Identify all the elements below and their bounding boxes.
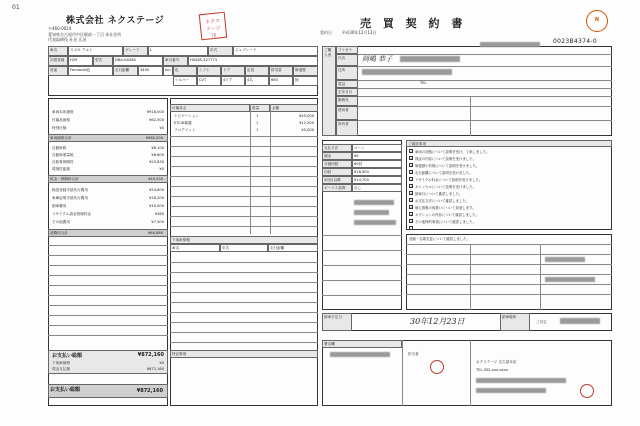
condition-text: オプションの内容について確認しました。 xyxy=(415,213,480,217)
condition-checkbox[interactable]: ✓ xyxy=(410,212,414,217)
value-chassis: HA36S-327773 xyxy=(188,56,318,66)
label-grade: グレード xyxy=(123,46,148,56)
divider xyxy=(358,54,612,55)
value-model: DBA-HA36S xyxy=(113,56,163,66)
fee-value: ¥10,000 xyxy=(149,204,164,208)
value-bonus: なし xyxy=(352,184,402,192)
divider xyxy=(170,146,318,147)
tax-subtotal-row: 税金・保険料合計 ¥40,530 xyxy=(48,175,168,183)
divider xyxy=(358,66,612,67)
address-line: 代表取締役 社長 広田 xyxy=(48,37,87,42)
divider xyxy=(170,272,318,273)
fee-value: ¥380 xyxy=(154,212,164,216)
divider xyxy=(170,136,318,137)
label-down-payment: 頭金 xyxy=(322,152,352,160)
redacted-text xyxy=(362,69,452,75)
condition-text: 保証の内容について説明を受けました。 xyxy=(415,157,476,161)
divider xyxy=(322,235,402,236)
value-delivery-place: ご自宅 xyxy=(536,320,547,324)
condition-checkbox[interactable]: ✓ xyxy=(410,163,414,168)
label-door: ドア xyxy=(221,66,245,76)
redacted-text xyxy=(354,200,394,205)
divider xyxy=(170,206,318,207)
divider xyxy=(170,342,318,343)
address-line: 愛知県名古屋市中区駅前一丁目 本社住所 xyxy=(48,31,122,37)
condition-text: 修復歴の有無について説明を受けました。 xyxy=(415,164,480,168)
divider xyxy=(48,245,168,246)
divider xyxy=(48,255,168,256)
label-address: 住所 xyxy=(336,66,358,80)
condition-text: 車両の状態について説明を受け、了承しました。 xyxy=(415,150,490,154)
remarks-header: 特記事項 xyxy=(170,350,318,358)
divider xyxy=(48,305,168,306)
col-divider xyxy=(402,340,403,406)
contract-date: 契約日 平成30年12月13日 xyxy=(320,30,377,35)
redacted-text xyxy=(400,56,460,62)
label-year: 年式 xyxy=(208,46,233,56)
price-subtotal-row: 車両価格合計 ¥980,500 xyxy=(48,134,168,142)
redacted-text xyxy=(480,42,540,47)
label-furigana: フリガナ xyxy=(336,46,358,54)
tradein-value: ¥0 xyxy=(159,361,164,365)
condition-checkbox[interactable]: ✓ xyxy=(410,191,414,196)
label-model: 型式 xyxy=(93,56,113,66)
col-divider xyxy=(470,244,471,310)
divider xyxy=(358,80,612,81)
price-label: 付属品価格 xyxy=(52,118,70,122)
value-monthly: ¥14,700 xyxy=(352,176,402,184)
divider xyxy=(48,275,168,276)
redacted-text xyxy=(560,318,600,324)
divider xyxy=(358,88,612,89)
redacted-text xyxy=(354,220,396,225)
label-first-payment: 初回 xyxy=(322,168,352,176)
divider xyxy=(48,295,168,296)
condition-checkbox[interactable]: ✓ xyxy=(410,184,414,189)
condition-text: お支払方法について確認しました。 xyxy=(415,199,470,203)
label-delivery-place: 納車場所 xyxy=(500,313,530,331)
label-user: 使用者 xyxy=(336,106,358,120)
price-label: 車両本体価格 xyxy=(52,110,74,114)
label-birthdate: 生年月日 xyxy=(336,88,358,96)
label-mileage: 走行距離 xyxy=(113,66,138,76)
value-capacity: 4名 xyxy=(245,76,269,86)
label-displacement: 排気量 xyxy=(269,66,293,76)
address-line: 〒460-0024 xyxy=(48,26,72,31)
option-name: ETC車載器 xyxy=(174,121,192,125)
brand-logo: N xyxy=(586,10,608,32)
store-tel: TEL 052-xxx-xxxx xyxy=(476,368,508,372)
condition-checkbox[interactable]: ✓ xyxy=(410,156,414,161)
value-first-payment: ¥18,900 xyxy=(352,168,402,176)
label-name: 氏名 xyxy=(336,54,358,66)
condition-text: その他特約事項について確認しました。 xyxy=(415,220,476,224)
divider xyxy=(358,120,612,121)
option-name: ナビゲーション xyxy=(174,114,200,118)
divider xyxy=(322,280,402,281)
divider xyxy=(358,106,612,107)
final-total-box: お支払い総額 ¥872,160 xyxy=(48,384,168,398)
price-value: ¥62,500 xyxy=(149,118,164,122)
col-divider xyxy=(270,104,271,234)
divider xyxy=(170,262,318,263)
tradein-section-header: 下取車情報 xyxy=(170,236,318,244)
divider xyxy=(406,274,612,275)
rep-stamp xyxy=(430,360,444,374)
condition-checkbox[interactable]: ✓ xyxy=(410,149,414,154)
tax-label: 自賠責保険料 xyxy=(52,160,74,164)
value-door: 4ドア xyxy=(221,76,245,86)
store-name: ネクステージ 名古屋本店 xyxy=(476,360,517,364)
divider xyxy=(406,264,612,265)
label-shift: シフト xyxy=(197,66,221,76)
divider xyxy=(48,325,168,326)
registration-frame xyxy=(406,234,612,310)
divider xyxy=(406,284,612,285)
cash-label: 現金支払額 xyxy=(52,367,70,371)
option-qty: 1 xyxy=(256,128,259,132)
redacted-text xyxy=(545,257,585,262)
condition-checkbox[interactable]: ✓ xyxy=(410,177,414,182)
tradein-label: 下取車価格 xyxy=(52,361,70,365)
buyer-name-handwritten: 岡嶋 恭子 xyxy=(362,55,393,63)
divider xyxy=(170,186,318,187)
fee-label: その他費用 xyxy=(52,220,70,224)
label-bonus: ボーナス加算 xyxy=(322,184,352,192)
divider xyxy=(170,216,318,217)
tel-label: TEL xyxy=(420,81,427,85)
tradein-car-label: 車名 xyxy=(170,244,220,252)
tax-value: ¥6,600 xyxy=(151,153,164,157)
value-mileage: 3490 xyxy=(138,66,163,76)
fee-value: ¥18,200 xyxy=(149,196,164,200)
serial-number: 0023B4374-0 xyxy=(553,38,597,45)
page-number: 01 xyxy=(12,4,20,11)
option-amount: ¥12,500 xyxy=(299,121,314,125)
divider xyxy=(170,166,318,167)
divider xyxy=(48,285,168,286)
options-header-name: 付属品名 xyxy=(170,104,250,112)
value-displacement: 660 xyxy=(269,76,293,86)
condition-text: キャンセルについて説明を受けました。 xyxy=(415,185,476,189)
value-color: シルバー xyxy=(173,76,197,86)
divider xyxy=(358,96,612,97)
total-label: お支払い総額 xyxy=(52,353,83,359)
divider xyxy=(170,332,318,333)
value-mileage-unit: km xyxy=(163,66,173,76)
label-payment-method: 支払方法 xyxy=(322,144,352,152)
option-name: フロアマット xyxy=(174,128,196,132)
divider xyxy=(170,292,318,293)
divider xyxy=(170,176,318,177)
redacted-text xyxy=(476,388,546,393)
buyer-section-label: ご購入者 xyxy=(322,46,336,136)
conditions-title: ご確認事項 xyxy=(406,140,612,147)
condition-text: 登録・名義変更について確認しました。 xyxy=(409,237,470,241)
fee-label: 検査登録手続代行費用 xyxy=(52,188,88,192)
option-amount: ¥5,000 xyxy=(301,128,314,132)
value-payment-method: ローン xyxy=(352,144,402,152)
condition-text: リサイクル料金について説明を受けました。 xyxy=(415,178,483,182)
tax-label: 自動車税 xyxy=(52,146,67,150)
fee-label: 納車費用 xyxy=(52,204,67,208)
company-address xyxy=(48,26,188,43)
sales-rep-label: 担当者 xyxy=(408,352,419,356)
value-first-reg: H29 xyxy=(68,56,93,66)
label-phone: 電話 xyxy=(336,80,358,88)
value-shift: CVT xyxy=(197,76,221,86)
condition-checkbox[interactable]: ✓ xyxy=(410,198,414,203)
document-title: 売 買 契 約 書 xyxy=(360,17,467,30)
tax-value: ¥0 xyxy=(159,167,164,171)
redacted-text xyxy=(545,277,595,282)
tax-label: 自動車重量税 xyxy=(52,153,74,157)
price-value: ¥918,000 xyxy=(146,110,164,114)
value-grade: L xyxy=(148,46,208,56)
signature-label: 署名欄 xyxy=(322,340,402,348)
value-repair: 無 xyxy=(293,76,318,86)
option-amount: ¥45,000 xyxy=(299,114,314,118)
redacted-text xyxy=(354,210,389,215)
option-qty: 1 xyxy=(256,114,259,118)
divider xyxy=(170,226,318,227)
bottom-frame xyxy=(322,340,612,406)
delivery-date-handwritten: 30年12月23日 xyxy=(410,317,465,326)
col-divider xyxy=(470,340,471,406)
condition-checkbox[interactable] xyxy=(409,226,413,230)
condition-checkbox[interactable]: ✓ xyxy=(410,219,414,224)
option-qty: 1 xyxy=(256,121,259,125)
options-header-qty: 数量 xyxy=(250,104,270,112)
tax-label: 環境性能割 xyxy=(52,167,70,171)
cash-value: ¥872,160 xyxy=(146,367,164,371)
tradein-mileage-label: 走行距離 xyxy=(268,244,318,252)
fee-label: リサイクル資金管理料金 xyxy=(52,212,92,216)
divider xyxy=(322,250,402,251)
fee-subtotal-row: 諸費用合計 ¥60,880 xyxy=(48,229,168,237)
condition-text: 納車日について確認しました。 xyxy=(415,192,463,196)
label-car-name: 車名 xyxy=(48,46,68,56)
col-divider xyxy=(470,96,471,136)
divider xyxy=(406,254,612,255)
divider xyxy=(170,156,318,157)
value-down-payment: ¥0 xyxy=(352,152,402,160)
label-first-reg: 初度登録 xyxy=(48,56,68,66)
label-delivery-date: 納車予定日 xyxy=(322,313,352,331)
divider xyxy=(170,282,318,283)
tradein-year-label: 年式 xyxy=(220,244,268,252)
divider xyxy=(170,302,318,303)
divider xyxy=(322,265,402,266)
divider xyxy=(170,322,318,323)
company-seal: ネクス テージ 印 xyxy=(199,12,228,41)
value-installments: 60回 xyxy=(352,160,402,168)
label-installments: 分割回数 xyxy=(322,160,352,168)
tax-value: ¥8,100 xyxy=(151,146,164,150)
tax-value: ¥25,830 xyxy=(149,160,164,164)
condition-checkbox[interactable]: ✓ xyxy=(410,170,414,175)
col-divider xyxy=(250,104,251,234)
store-stamp xyxy=(580,384,594,398)
label-usage: 用途 xyxy=(48,66,68,76)
options-header-amount: 金額 xyxy=(270,104,318,112)
divider xyxy=(170,196,318,197)
value-usage: Fernanda色 xyxy=(68,66,113,76)
fee-value: ¥24,800 xyxy=(149,188,164,192)
total-value: ¥872,160 xyxy=(137,352,164,358)
label-workplace: 勤務先 xyxy=(336,96,358,106)
fee-value: ¥7,500 xyxy=(151,220,164,224)
divider xyxy=(406,244,612,245)
redacted-text xyxy=(476,378,566,383)
price-label: 特別仕様 xyxy=(52,126,67,130)
condition-text: 個人情報の取扱いについて同意します。 xyxy=(415,206,476,210)
divider xyxy=(406,294,612,295)
options-column-frame xyxy=(170,98,318,406)
label-chassis: 車台番号 xyxy=(163,56,188,66)
fee-label: 車庫証明手続代行費用 xyxy=(52,196,88,200)
value-year: ジュブレード xyxy=(233,46,318,56)
label-color: 色 xyxy=(173,66,197,76)
label-repair: 修復歴 xyxy=(293,66,318,76)
divider xyxy=(170,312,318,313)
col-divider xyxy=(540,244,541,310)
company-name: 株式会社 ネクステージ xyxy=(66,16,165,26)
label-monthly: 2回目以降 xyxy=(322,176,352,184)
divider xyxy=(48,335,168,336)
condition-checkbox[interactable]: ✓ xyxy=(410,205,414,210)
redacted-text xyxy=(330,352,390,357)
value-car-name: スズキ アルト xyxy=(68,46,123,56)
price-value: ¥0 xyxy=(159,126,164,130)
divider xyxy=(322,295,402,296)
condition-text: 走行距離について説明を受けました。 xyxy=(415,171,473,175)
divider xyxy=(48,265,168,266)
label-capacity: 定員 xyxy=(245,66,269,76)
label-owner: 所有者 xyxy=(336,120,358,136)
divider xyxy=(48,315,168,316)
